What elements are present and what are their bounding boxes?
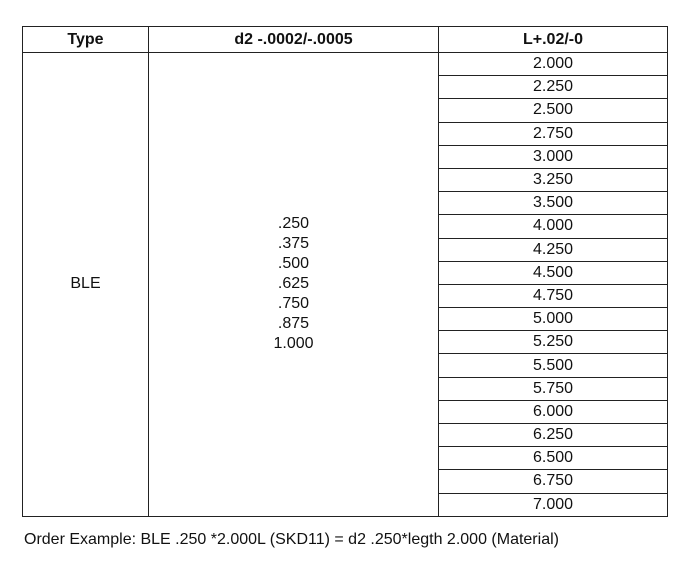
- type-cell: BLE: [23, 53, 149, 517]
- length-cell: 6.000: [439, 400, 668, 423]
- header-d2: d2 -.0002/-.0005: [149, 27, 439, 53]
- d2-value: 1.000: [273, 335, 314, 353]
- d2-value: .250: [277, 215, 310, 233]
- length-cell: 5.000: [439, 308, 668, 331]
- header-length: L+.02/-0: [439, 27, 668, 53]
- length-cell: 4.000: [439, 215, 668, 238]
- length-cell: 2.250: [439, 76, 668, 99]
- length-cell: 7.000: [439, 493, 668, 516]
- d2-value: .625: [277, 275, 310, 293]
- d2-cell: [149, 53, 439, 517]
- header-row: [23, 27, 668, 53]
- d2-value: .500: [277, 255, 310, 273]
- d2-list: [149, 214, 438, 354]
- length-cell: 4.750: [439, 284, 668, 307]
- length-cell: 4.250: [439, 238, 668, 261]
- length-cell: 5.750: [439, 377, 668, 400]
- length-cell: 5.250: [439, 331, 668, 354]
- d2-value: .750: [277, 295, 310, 313]
- length-cell: 3.500: [439, 192, 668, 215]
- length-cell: 4.500: [439, 261, 668, 284]
- d2-value: .875: [277, 315, 310, 333]
- length-cell: 6.250: [439, 424, 668, 447]
- table-row: [23, 53, 668, 76]
- length-cell: 6.500: [439, 447, 668, 470]
- table-body: [23, 53, 668, 517]
- length-cell: 6.750: [439, 470, 668, 493]
- length-cell: 5.500: [439, 354, 668, 377]
- spec-table: [22, 26, 668, 517]
- length-cell: 2.750: [439, 122, 668, 145]
- length-cell: 3.000: [439, 145, 668, 168]
- length-cell: 2.000: [439, 53, 668, 76]
- header-type: Type: [23, 27, 149, 53]
- length-cell: 3.250: [439, 168, 668, 191]
- length-cell: 2.500: [439, 99, 668, 122]
- d2-value: .375: [277, 235, 310, 253]
- order-example: Order Example: BLE .250 *2.000L (SKD11) = d2 .250*legth 2.000 (Material): [24, 531, 559, 548]
